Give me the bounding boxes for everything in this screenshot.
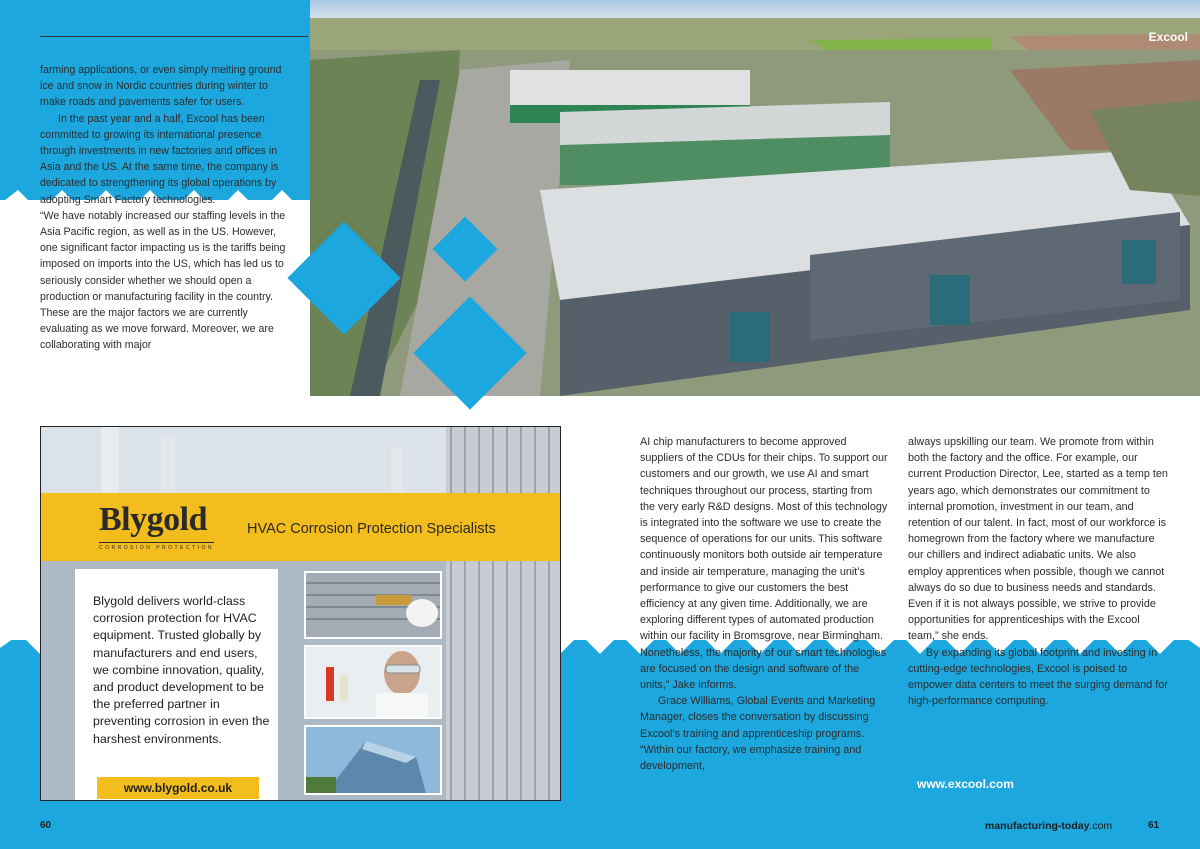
column-b-paragraph-2: By expanding its global footprint and investing in cutting-edge technologies, Excool is poised to empower data centers to meet the surging demand for high-performance computing. [908, 646, 1168, 708]
left-paragraph-1: farming applications, or even simply melting ground ice and snow in Nordic countries during winter to make roads and pavements safer for users. [40, 64, 282, 109]
article-left-column [40, 62, 290, 354]
article-column-b [908, 434, 1170, 709]
page-number-left: 60 [40, 820, 52, 831]
page-number-right: 61 [1148, 820, 1160, 831]
article-column-a [640, 434, 890, 774]
ad-tagline: HVAC Corrosion Protection Specialists [247, 521, 496, 537]
left-paragraph-2: In the past year and a half, Excool has been committed to growing its international presence through investments in new factories and offices in Asia and the US. At the same time, the company is dedicated to strengthening its global operations by adopting Smart Factory technologies. [40, 112, 279, 206]
column-a-paragraph-2: Grace Williams, Global Events and Marketing Manager, closes the conversation by discussing Excool’s training and apprenticeship programs. “Within our factory, we emphasize training and development, [640, 695, 876, 773]
ad-url-button[interactable]: www.blygold.co.uk [97, 777, 259, 799]
column-a-paragraph-1: AI chip manufacturers to become approved suppliers of the CDUs for their chips. To support our customers and our growth, we use AI and smart techniques throughout our process, starting from the very early R&D designs. Most of this technology is integrated into the software we use to create the sequence of operations for our units. This software continuously monitors both outside air temperature and inside air temperature, managing the unit’s performance to give our customers the best efficiency at any given time. Additionally, we are exploring different types of automated production within our facility in Bromsgrove, near Birmingham. Nonetheless, the majority of our smart technologies are focused on the design and software of the units,” Jake informs. [640, 436, 888, 692]
left-paragraph-3: “We have notably increased our staffing levels in the Asia Pacific region, as well as in the US. However, one significant factor impacting us is the tariffs being imposed on imports into the US, which has led us to seriously consider whether we should open a production or manufacturing facility in the country. These are the major factors we are currently evaluating as we move forward. Moreover, we are collaborating with major [40, 209, 286, 352]
blygold-logo-subtitle: CORROSION PROTECTION [99, 542, 214, 551]
footer-site-bold: manufacturing-today [985, 820, 1090, 832]
ad-photo-scientist [304, 645, 442, 719]
footer-site-suffix: .com [1089, 820, 1113, 832]
coil-spraying-image [306, 573, 440, 637]
glass-building-image [306, 727, 440, 793]
brand-label-excool: Excool [1148, 30, 1188, 44]
blygold-advertisement[interactable] [40, 426, 561, 801]
header-rule [40, 36, 308, 37]
ad-photo-building [304, 725, 442, 795]
ad-photo-coil-spraying [304, 571, 442, 639]
footer-site-name [985, 820, 1112, 832]
excool-website-link[interactable]: www.excool.com [917, 777, 1014, 791]
blygold-logo: Blygold [99, 501, 207, 538]
scientist-image [306, 647, 440, 717]
ad-copy-card [75, 569, 278, 801]
ad-yellow-banner [41, 493, 561, 561]
ad-copy-text: Blygold delivers world-class corrosion protection for HVAC equipment. Trusted globally by manufacturers and end users, we combine innovation, quality, and product development to be the preferred partner in preventing corrosion in even the harshest environments. [93, 594, 270, 746]
column-b-paragraph-1: always upskilling our team. We promote from within both the factory and the office. For example, our current Production Director, Lee, started as a temp ten years ago, which demonstrates our commitment to internal promotion, investment in our team, and retention of our talent. In fact, most of our workforce is homegrown from the factory where we manufacture our chillers and indirect adiabatic units. We also employ apprentices when possible, though we cannot always do so due to business needs and standards. Even if it is not always possible, we strive to provide opportunities for apprenticeships with the Excool team,” she ends. [908, 436, 1168, 643]
